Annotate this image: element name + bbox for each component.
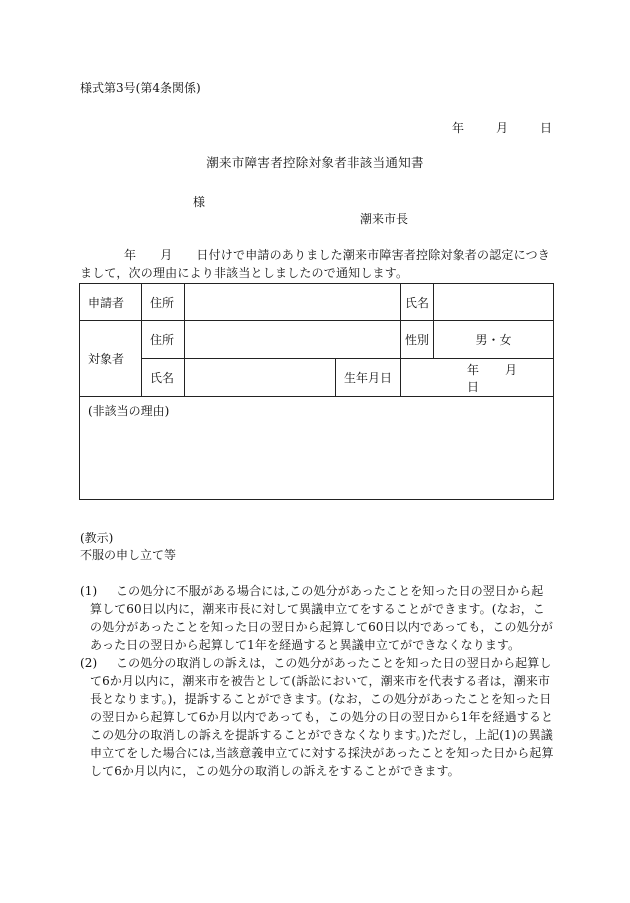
date-day: 日 bbox=[540, 121, 553, 135]
subject-label: 対象者 bbox=[80, 321, 142, 397]
notice-table bbox=[79, 283, 554, 500]
item-number: (1) bbox=[80, 584, 98, 598]
subject-row-2 bbox=[80, 359, 554, 397]
applicant-address-label: 住所 bbox=[142, 284, 185, 321]
form-number: 様式第3号(第4条関係) bbox=[80, 81, 201, 95]
gender-value[interactable]: 男・女 bbox=[434, 321, 554, 359]
item-number: (2) bbox=[80, 656, 98, 670]
subject-address-label: 住所 bbox=[142, 321, 185, 359]
date-month: 月 bbox=[496, 121, 509, 135]
instruction-item-1 bbox=[80, 582, 554, 654]
addressee-suffix: 様 bbox=[193, 195, 206, 209]
subject-row-1 bbox=[80, 321, 554, 359]
issuer: 潮来市長 bbox=[360, 212, 409, 226]
intro-paragraph bbox=[80, 246, 553, 282]
date-header bbox=[452, 119, 552, 136]
date-year: 年 bbox=[452, 121, 465, 135]
subject-name-label: 氏名 bbox=[142, 359, 185, 397]
birth-month: 月 bbox=[505, 362, 518, 377]
applicant-row bbox=[80, 284, 554, 321]
page-title: 潮来市障害者控除対象者非該当通知書 bbox=[206, 155, 424, 170]
item-text: この処分に不服がある場合には,この処分があったことを知った日の翌日から起算して60日以内に，潮来市長に対して異議申立てをすることができます。(なお，この処分があったことを知った日の翌日から起算して60日以内であっても，この処分があった日の翌日から起算して1年を経過すると異議申立てができなくなります。 bbox=[90, 584, 553, 652]
applicant-label: 申請者 bbox=[80, 284, 142, 321]
birth-day: 日 bbox=[467, 379, 480, 394]
birthdate-label: 生年月日 bbox=[336, 359, 401, 397]
intro-month: 月 bbox=[160, 248, 173, 262]
reason-label: (非該当の理由) bbox=[88, 404, 170, 418]
gender-label: 性別 bbox=[401, 321, 434, 359]
applicant-name-field[interactable] bbox=[434, 284, 554, 321]
birth-year: 年 bbox=[467, 362, 480, 377]
instruction-item-2 bbox=[80, 654, 554, 780]
reason-row bbox=[80, 397, 554, 500]
instruction-heading: (教示) bbox=[80, 531, 114, 545]
subject-name-field[interactable] bbox=[185, 359, 336, 397]
applicant-address-field[interactable] bbox=[185, 284, 401, 321]
reason-field[interactable] bbox=[80, 397, 554, 500]
applicant-name-label: 氏名 bbox=[401, 284, 434, 321]
subject-address-field[interactable] bbox=[185, 321, 401, 359]
instruction-subheading: 不服の申し立て等 bbox=[80, 548, 177, 562]
item-text: この処分の取消しの訴えは，この処分があったことを知った日の翌日から起算して6か月以内に，潮来市を被告として(訴訟において，潮来市を代表する者は，潮来市長となります。)，提訴することができます。(なお，この処分があったことを知った日の翌日から起算して6か月以内であっても，この処分の日の翌日から1年を経過するとこの処分の取消しの訴えを提訴することができなくなります。)ただし，上記(1)の異議申立てをした場合には,当該意義申立てに対する採決があったことを知った日から起算して6か月以内に，この処分の取消しの訴えをすることができます。 bbox=[90, 656, 554, 778]
intro-year: 年 bbox=[124, 248, 137, 262]
birthdate-field[interactable] bbox=[401, 359, 554, 397]
intro-text: 日付けで申請のありました潮来市障害者控除対象者の認定につきまして，次の理由により非該当としましたので通知します。 bbox=[80, 248, 550, 280]
